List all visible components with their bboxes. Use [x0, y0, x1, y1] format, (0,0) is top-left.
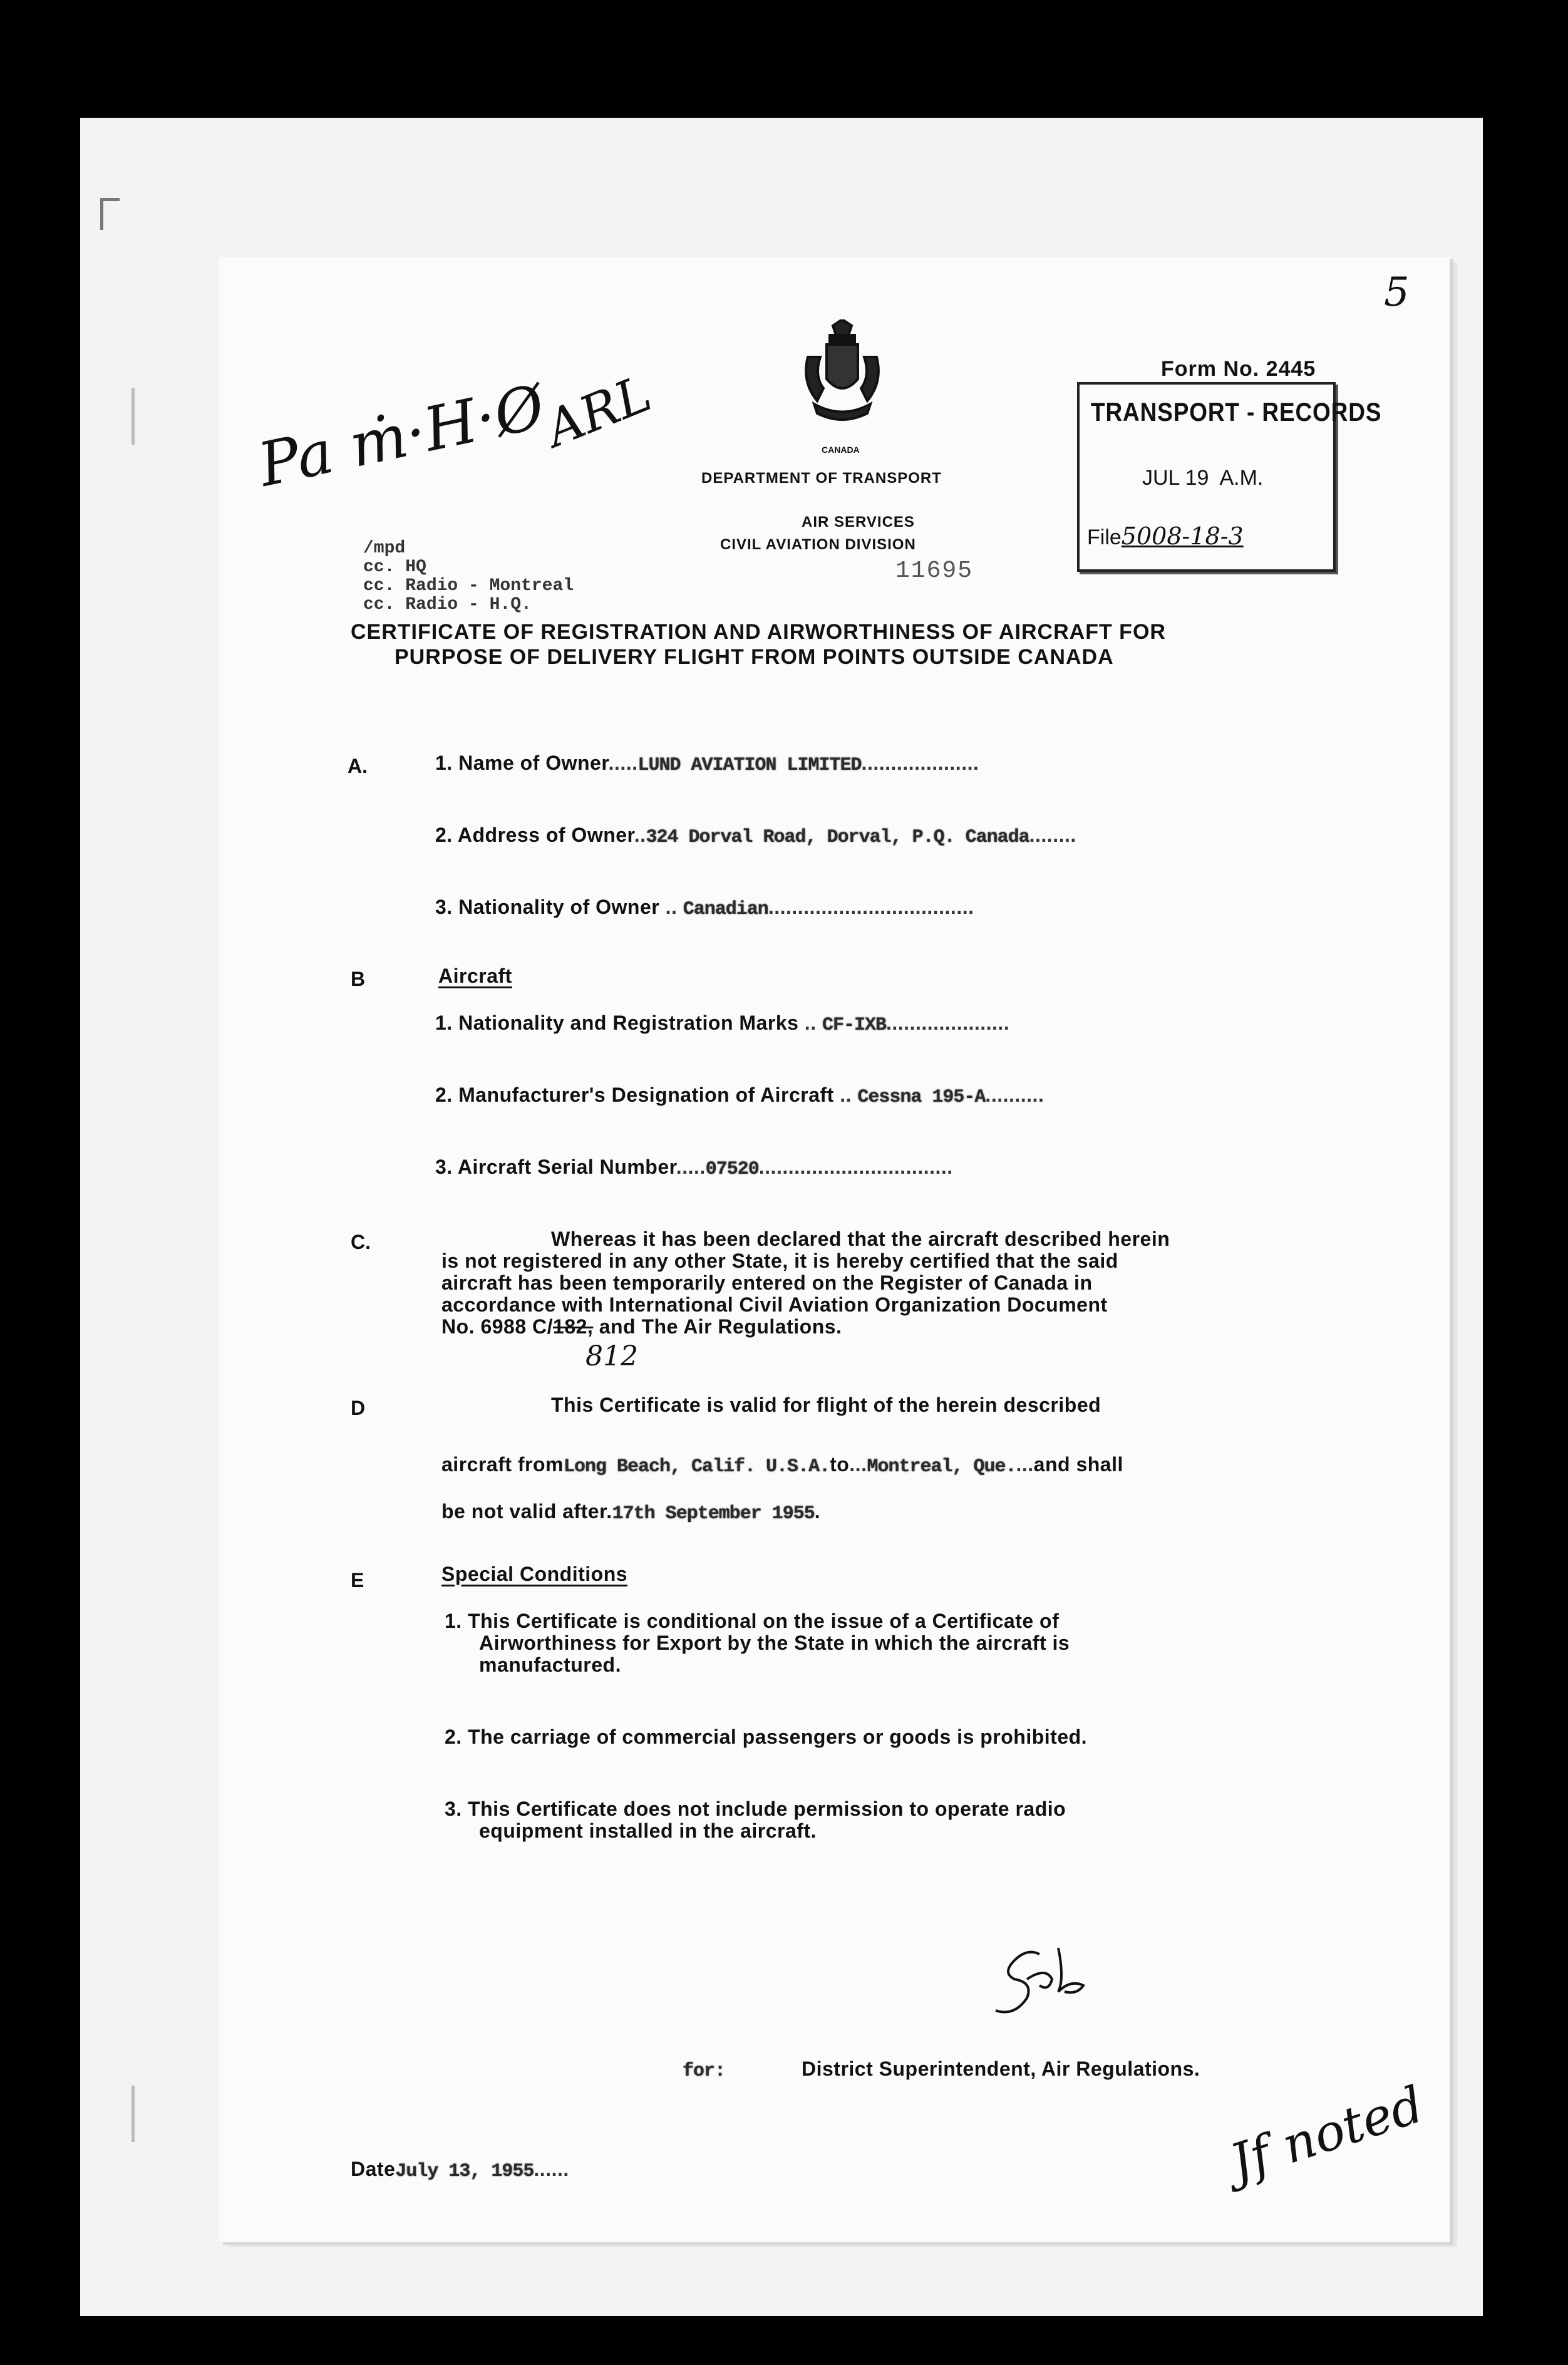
owner-nationality-value: Canadian [683, 899, 768, 920]
section-c-line: accordance with International Civil Aviation Organization Document [441, 1293, 1108, 1316]
cc-line: cc. Radio - H.Q. [363, 595, 532, 614]
date-row: DateJuly 13, 1955...... [351, 2158, 569, 2182]
form-number: Form No. 2445 [1161, 357, 1316, 381]
stamp-title: TRANSPORT - RECORDS [1091, 397, 1382, 427]
serial-number-label: 3. Aircraft Serial Number [435, 1156, 676, 1178]
scan-edge-mark [132, 388, 135, 445]
cc-line: cc. HQ [363, 557, 426, 577]
designation-value: Cessna 195-A [857, 1087, 986, 1108]
owner-name-value: LUND AVIATION LIMITED [637, 755, 862, 776]
owner-name-label: 1. Name of Owner [435, 752, 609, 774]
owner-nationality-label: 3. Nationality of Owner [435, 896, 660, 918]
to-value: Montreal, Que. [867, 1456, 1016, 1477]
handwritten-page-number: 5 [1384, 269, 1410, 316]
condition-3-line: equipment installed in the aircraft. [479, 1819, 817, 1842]
canada-label: CANADA [822, 445, 860, 455]
struck-number: 182, [553, 1315, 594, 1338]
condition-2: 2. The carriage of commercial passengers or goods is prohibited. [445, 1726, 1088, 1748]
section-d-letter: D [351, 1397, 366, 1419]
section-c-line: aircraft has been temporarily entered on the Register of Canada in [441, 1271, 1093, 1294]
condition-1-line: Airworthiness for Export by the State in which the aircraft is [479, 1632, 1070, 1654]
stamp-file [1087, 522, 1244, 550]
serial-number-value: 07520 [705, 1159, 759, 1180]
section-b-letter: B [351, 968, 366, 990]
section-c-line [441, 1315, 842, 1338]
special-conditions-heading: Special Conditions [441, 1563, 628, 1585]
serial-number-row: 3. Aircraft Serial Number.....07520................................. [435, 1156, 953, 1180]
date-value: July 13, 1955 [395, 2161, 534, 2182]
owner-address-value: 324 Dorval Road, Dorval, P.Q. Canada [646, 827, 1029, 848]
stamp-date: JUL 19 A.M. [1142, 466, 1264, 490]
certificate-title-line2: PURPOSE OF DELIVERY FLIGHT FROM POINTS OUTSIDE CANADA [395, 645, 1114, 669]
certificate-title-line1: CERTIFICATE OF REGISTRATION AND AIRWORTHINESS OF AIRCRAFT FOR [351, 620, 1166, 644]
section-d-line: This Certificate is valid for flight of the herein described [551, 1394, 1101, 1416]
typist-ref: /mpd [363, 539, 406, 558]
owner-name-row: 1. Name of Owner.....LUND AVIATION LIMITED.................... [435, 752, 979, 776]
section-c-line: is not registered in any other State, it is hereby certified that the said [441, 1250, 1118, 1272]
valid-after-value: 17th September 1955 [612, 1503, 815, 1524]
scan-corner-mark [100, 198, 120, 230]
handwritten-correction: 812 [585, 1340, 638, 1372]
and-shall: and shall [1033, 1453, 1123, 1476]
department-name: DEPARTMENT OF TRANSPORT [701, 470, 942, 487]
handwritten-initials: ARL [537, 364, 659, 458]
air-services: AIR SERVICES [802, 514, 915, 530]
registration-marks-label: 1. Nationality and Registration Marks [435, 1012, 799, 1034]
designation-label: 2. Manufacturer's Designation of Aircraft [435, 1084, 834, 1106]
owner-address-label: 2. Address of Owner [435, 824, 634, 846]
aircraft-heading: Aircraft [438, 965, 512, 987]
icao-doc-suffix: and The Air Regulations. [593, 1315, 842, 1338]
cc-line: cc. Radio - Montreal [363, 576, 574, 596]
valid-after-row: be not valid after.17th September 1955. [441, 1500, 821, 1524]
date-label: Date [351, 2158, 396, 2180]
from-value: Long Beach, Calif. U.S.A. [564, 1456, 830, 1477]
section-c-line: Whereas it has been declared that the aircraft described herein [551, 1228, 1170, 1250]
scan-edge-mark [132, 2086, 135, 2142]
registration-marks-row: 1. Nationality and Registration Marks .. CF-IXB..................... [435, 1012, 1010, 1036]
handwritten-note: Pa ṁ·H·Ø [252, 371, 551, 500]
coat-of-arms-icon [795, 319, 889, 438]
stamp-file-value: 5008-18-3 [1121, 522, 1244, 550]
flight-route-row: aircraft fromLong Beach, Calif. U.S.A.to...Montreal, Que....and shall [441, 1453, 1123, 1477]
signatory-title: District Superintendent, Air Regulations. [802, 2057, 1200, 2080]
owner-nationality-row: 3. Nationality of Owner .. Canadian................................... [435, 896, 974, 920]
section-a-letter: A. [348, 755, 368, 777]
to-label: to [830, 1453, 850, 1476]
records-stamp [1077, 382, 1382, 572]
condition-1-line: manufactured. [479, 1653, 621, 1676]
section-c-letter: C. [351, 1231, 371, 1253]
owner-address-row: 2. Address of Owner..324 Dorval Road, Dorval, P.Q. Canada........ [435, 824, 1076, 848]
for-label: for: [683, 2061, 726, 2082]
division-name: CIVIL AVIATION DIVISION [720, 536, 916, 553]
condition-3-line: 3. This Certificate does not include permission to operate radio [445, 1798, 1066, 1820]
certificate-page [219, 257, 1450, 2242]
section-e-letter: E [351, 1569, 364, 1591]
icao-doc-prefix: No. 6988 C/ [441, 1315, 554, 1338]
handwritten-noted: Jf noted [1223, 2075, 1431, 2192]
registration-marks-value: CF-IXB [822, 1015, 886, 1036]
valid-after-label: be not valid after [441, 1500, 607, 1523]
designation-row: 2. Manufacturer's Designation of Aircraft .. Cessna 195-A.......... [435, 1084, 1044, 1108]
stamp-file-label: File [1087, 525, 1122, 549]
document-number: 11695 [895, 557, 974, 584]
condition-1-line: 1. This Certificate is conditional on the issue of a Certificate of [445, 1610, 1060, 1632]
signature-mark [989, 1942, 1115, 2023]
from-label: aircraft from [441, 1453, 564, 1476]
